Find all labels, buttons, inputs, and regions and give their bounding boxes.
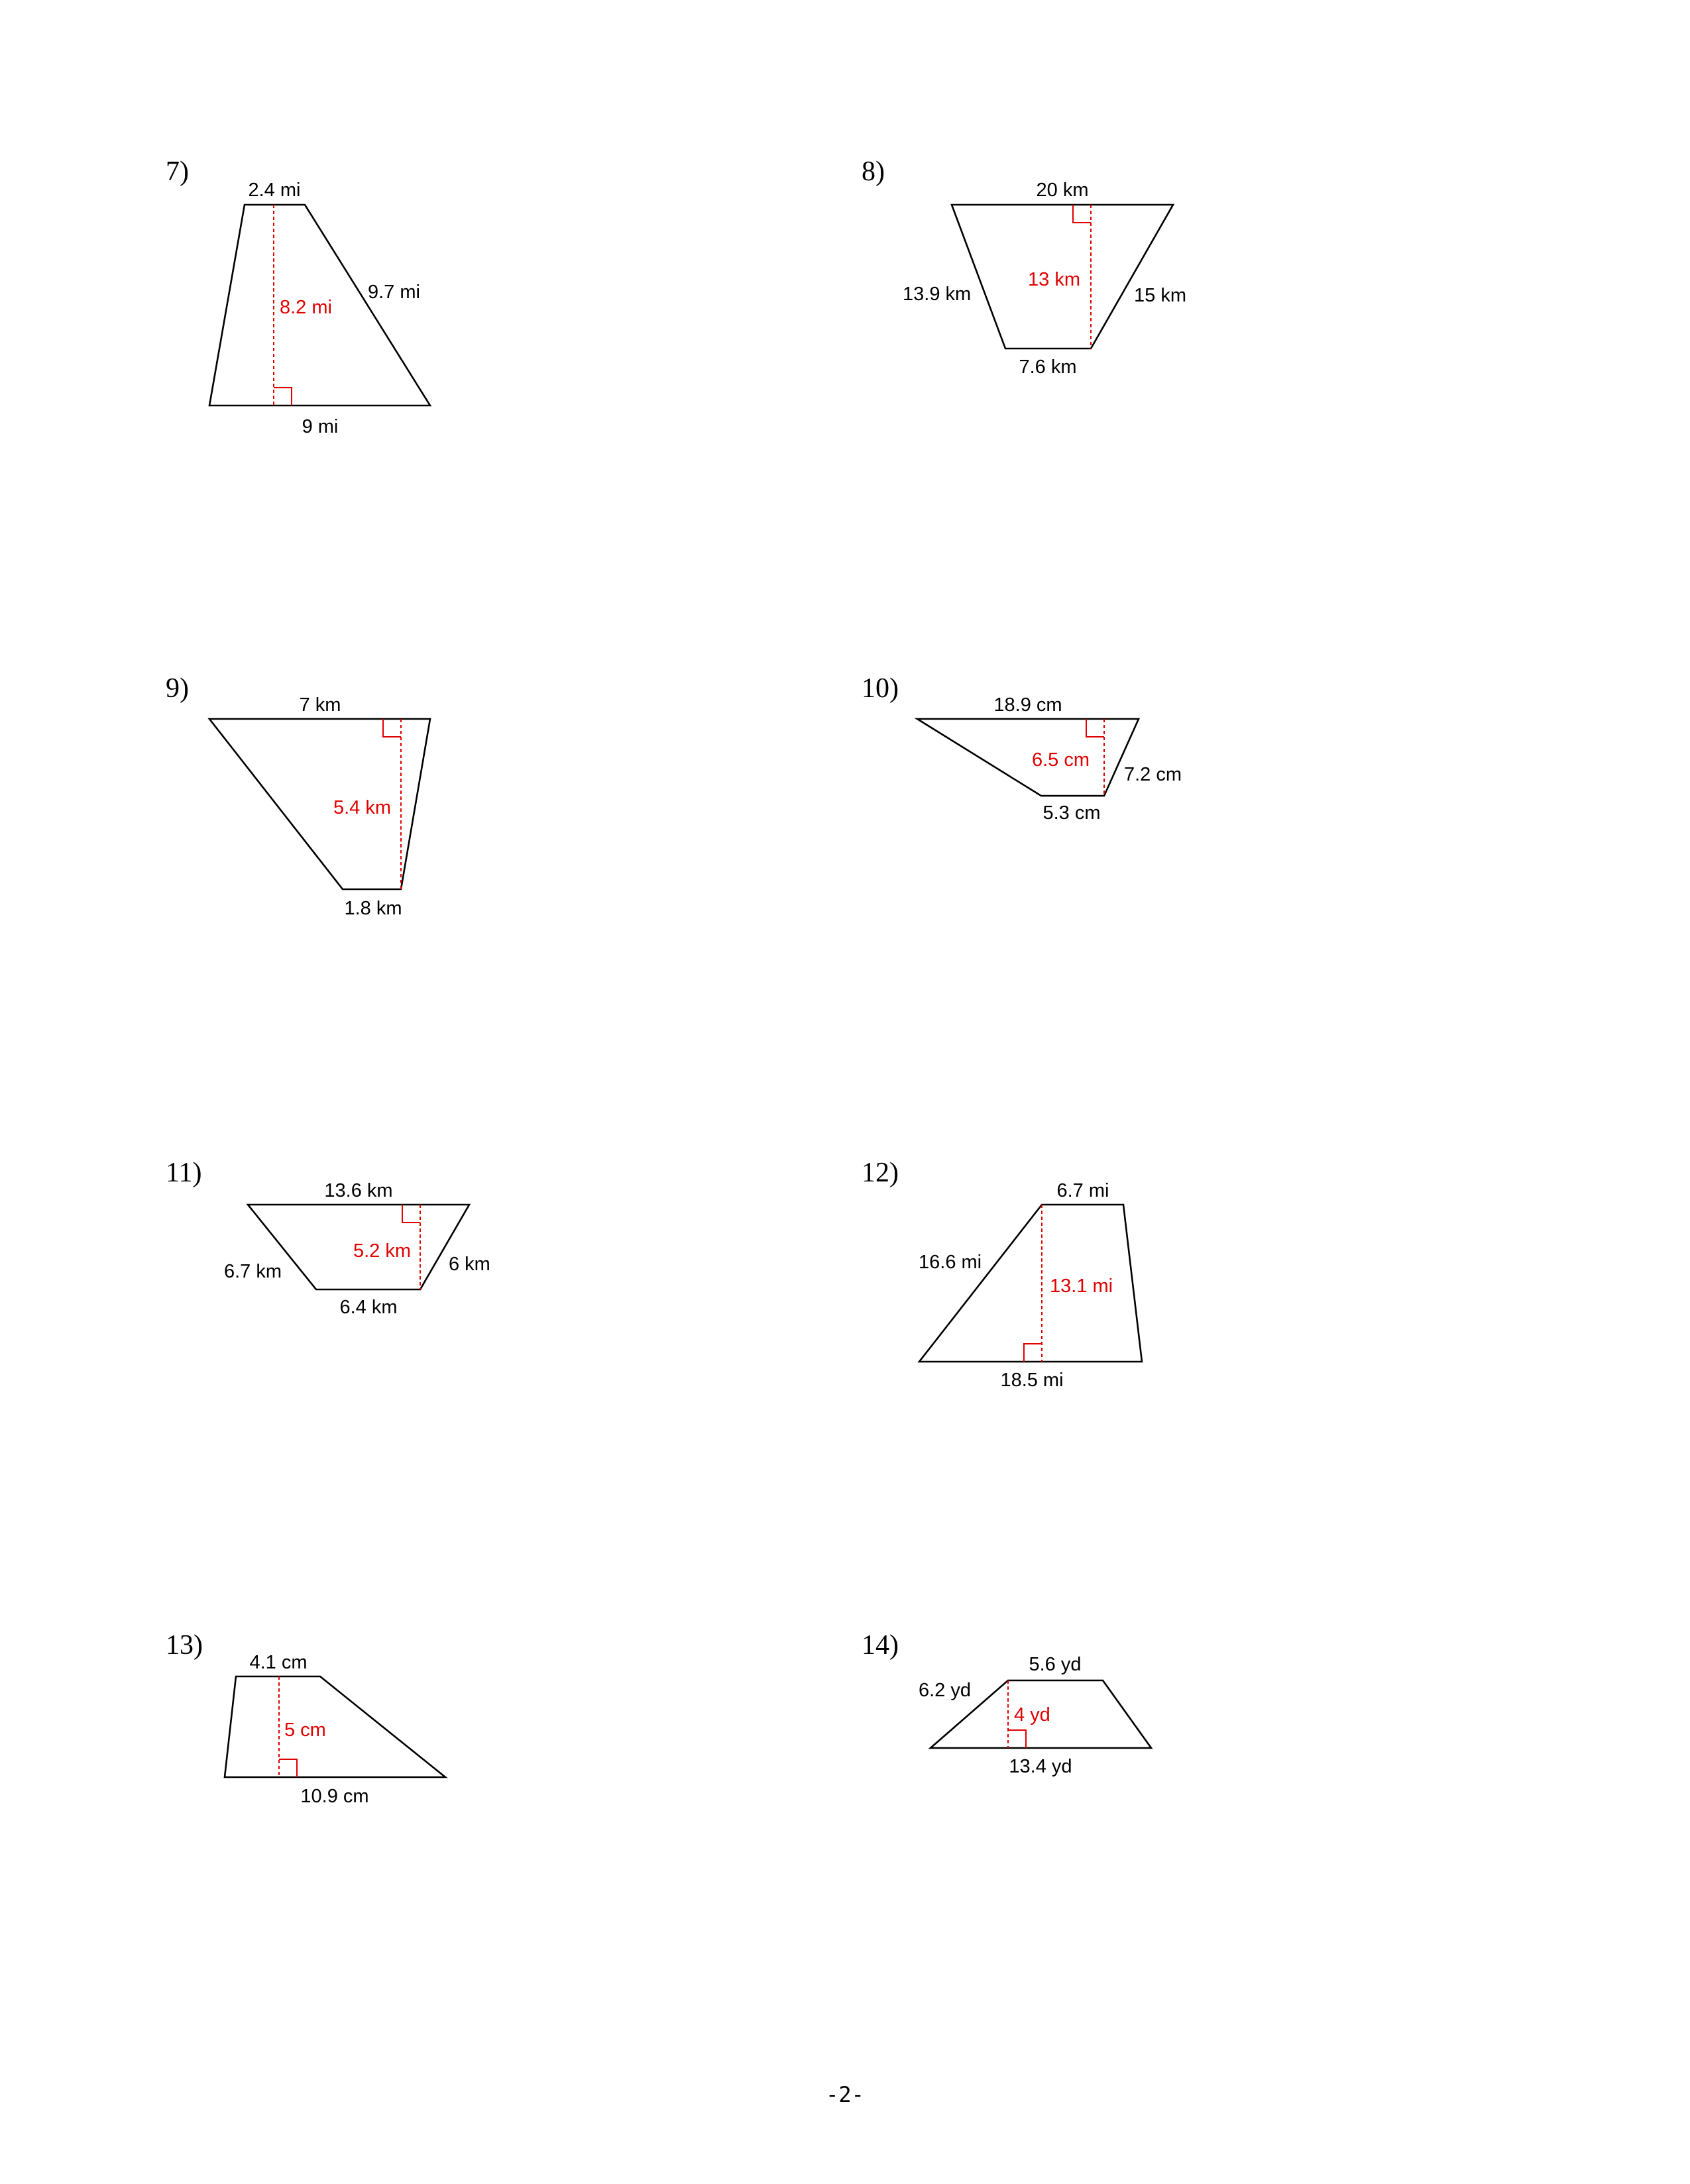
left-side-label: 16.6 mi [919, 1252, 982, 1273]
height-label: 13 km [1028, 269, 1080, 290]
problem-number: 14) [862, 1630, 899, 1661]
height-label: 6.5 cm [1032, 749, 1090, 771]
right-angle-marker [1024, 1344, 1042, 1362]
height-label: 8.2 mi [280, 297, 332, 318]
problem-14 [862, 1630, 1151, 1777]
trapezoid-shape [225, 1676, 445, 1777]
bottom-base-label: 9 mi [302, 416, 339, 437]
bottom-base-label: 5.3 cm [1042, 802, 1101, 824]
bottom-base-label: 6.4 km [339, 1297, 398, 1318]
problem-number: 7) [166, 156, 189, 187]
right-side-label: 7.2 cm [1124, 764, 1182, 785]
problem-number: 11) [166, 1158, 202, 1188]
problem-13 [166, 1630, 445, 1807]
top-base-label: 4.1 cm [249, 1652, 308, 1673]
top-base-label: 18.9 cm [993, 694, 1062, 716]
trapezoid-shape [917, 719, 1139, 796]
bottom-base-label: 7.6 km [1019, 356, 1077, 378]
page-number: -2- [826, 2082, 864, 2107]
problem-number: 10) [862, 673, 899, 704]
height-label: 4 yd [1014, 1704, 1050, 1725]
problem-number: 8) [862, 156, 885, 187]
trapezoid-shape [209, 719, 430, 889]
problem-number: 13) [166, 1630, 203, 1661]
height-label: 5 cm [284, 1720, 326, 1741]
right-angle-marker [1073, 205, 1091, 223]
right-angle-marker [274, 388, 292, 406]
left-side-label: 6.2 yd [919, 1680, 971, 1701]
right-angle-marker [402, 1205, 420, 1223]
problem-9 [166, 673, 430, 919]
right-angle-marker [1008, 1730, 1026, 1748]
right-angle-marker [279, 1759, 297, 1777]
top-base-label: 6.7 mi [1056, 1180, 1109, 1201]
problem-number: 9) [166, 673, 189, 704]
problem-12 [862, 1158, 1142, 1391]
top-base-label: 5.6 yd [1029, 1654, 1082, 1675]
height-label: 5.4 km [333, 797, 392, 818]
height-label: 5.2 km [353, 1240, 412, 1262]
bottom-base-label: 18.5 mi [1000, 1370, 1064, 1391]
bottom-base-label: 13.4 yd [1009, 1756, 1072, 1777]
left-side-label: 13.9 km [903, 284, 972, 305]
top-base-label: 2.4 mi [248, 180, 301, 201]
problem-10 [862, 673, 1182, 824]
right-angle-marker [1086, 719, 1104, 737]
problem-number: 12) [862, 1158, 899, 1188]
top-base-label: 20 km [1036, 180, 1089, 201]
top-base-label: 13.6 km [324, 1180, 393, 1201]
bottom-base-label: 1.8 km [344, 898, 402, 919]
right-side-label: 15 km [1134, 285, 1186, 306]
right-side-label: 6 km [449, 1254, 490, 1275]
right-angle-marker [383, 719, 401, 737]
problem-8 [862, 156, 1186, 378]
right-side-label: 9.7 mi [368, 282, 420, 303]
height-label: 13.1 mi [1050, 1276, 1113, 1297]
problem-11 [166, 1158, 490, 1318]
bottom-base-label: 10.9 cm [300, 1786, 369, 1807]
top-base-label: 7 km [299, 694, 341, 716]
left-side-label: 6.7 km [224, 1261, 282, 1282]
problem-7 [166, 156, 430, 437]
